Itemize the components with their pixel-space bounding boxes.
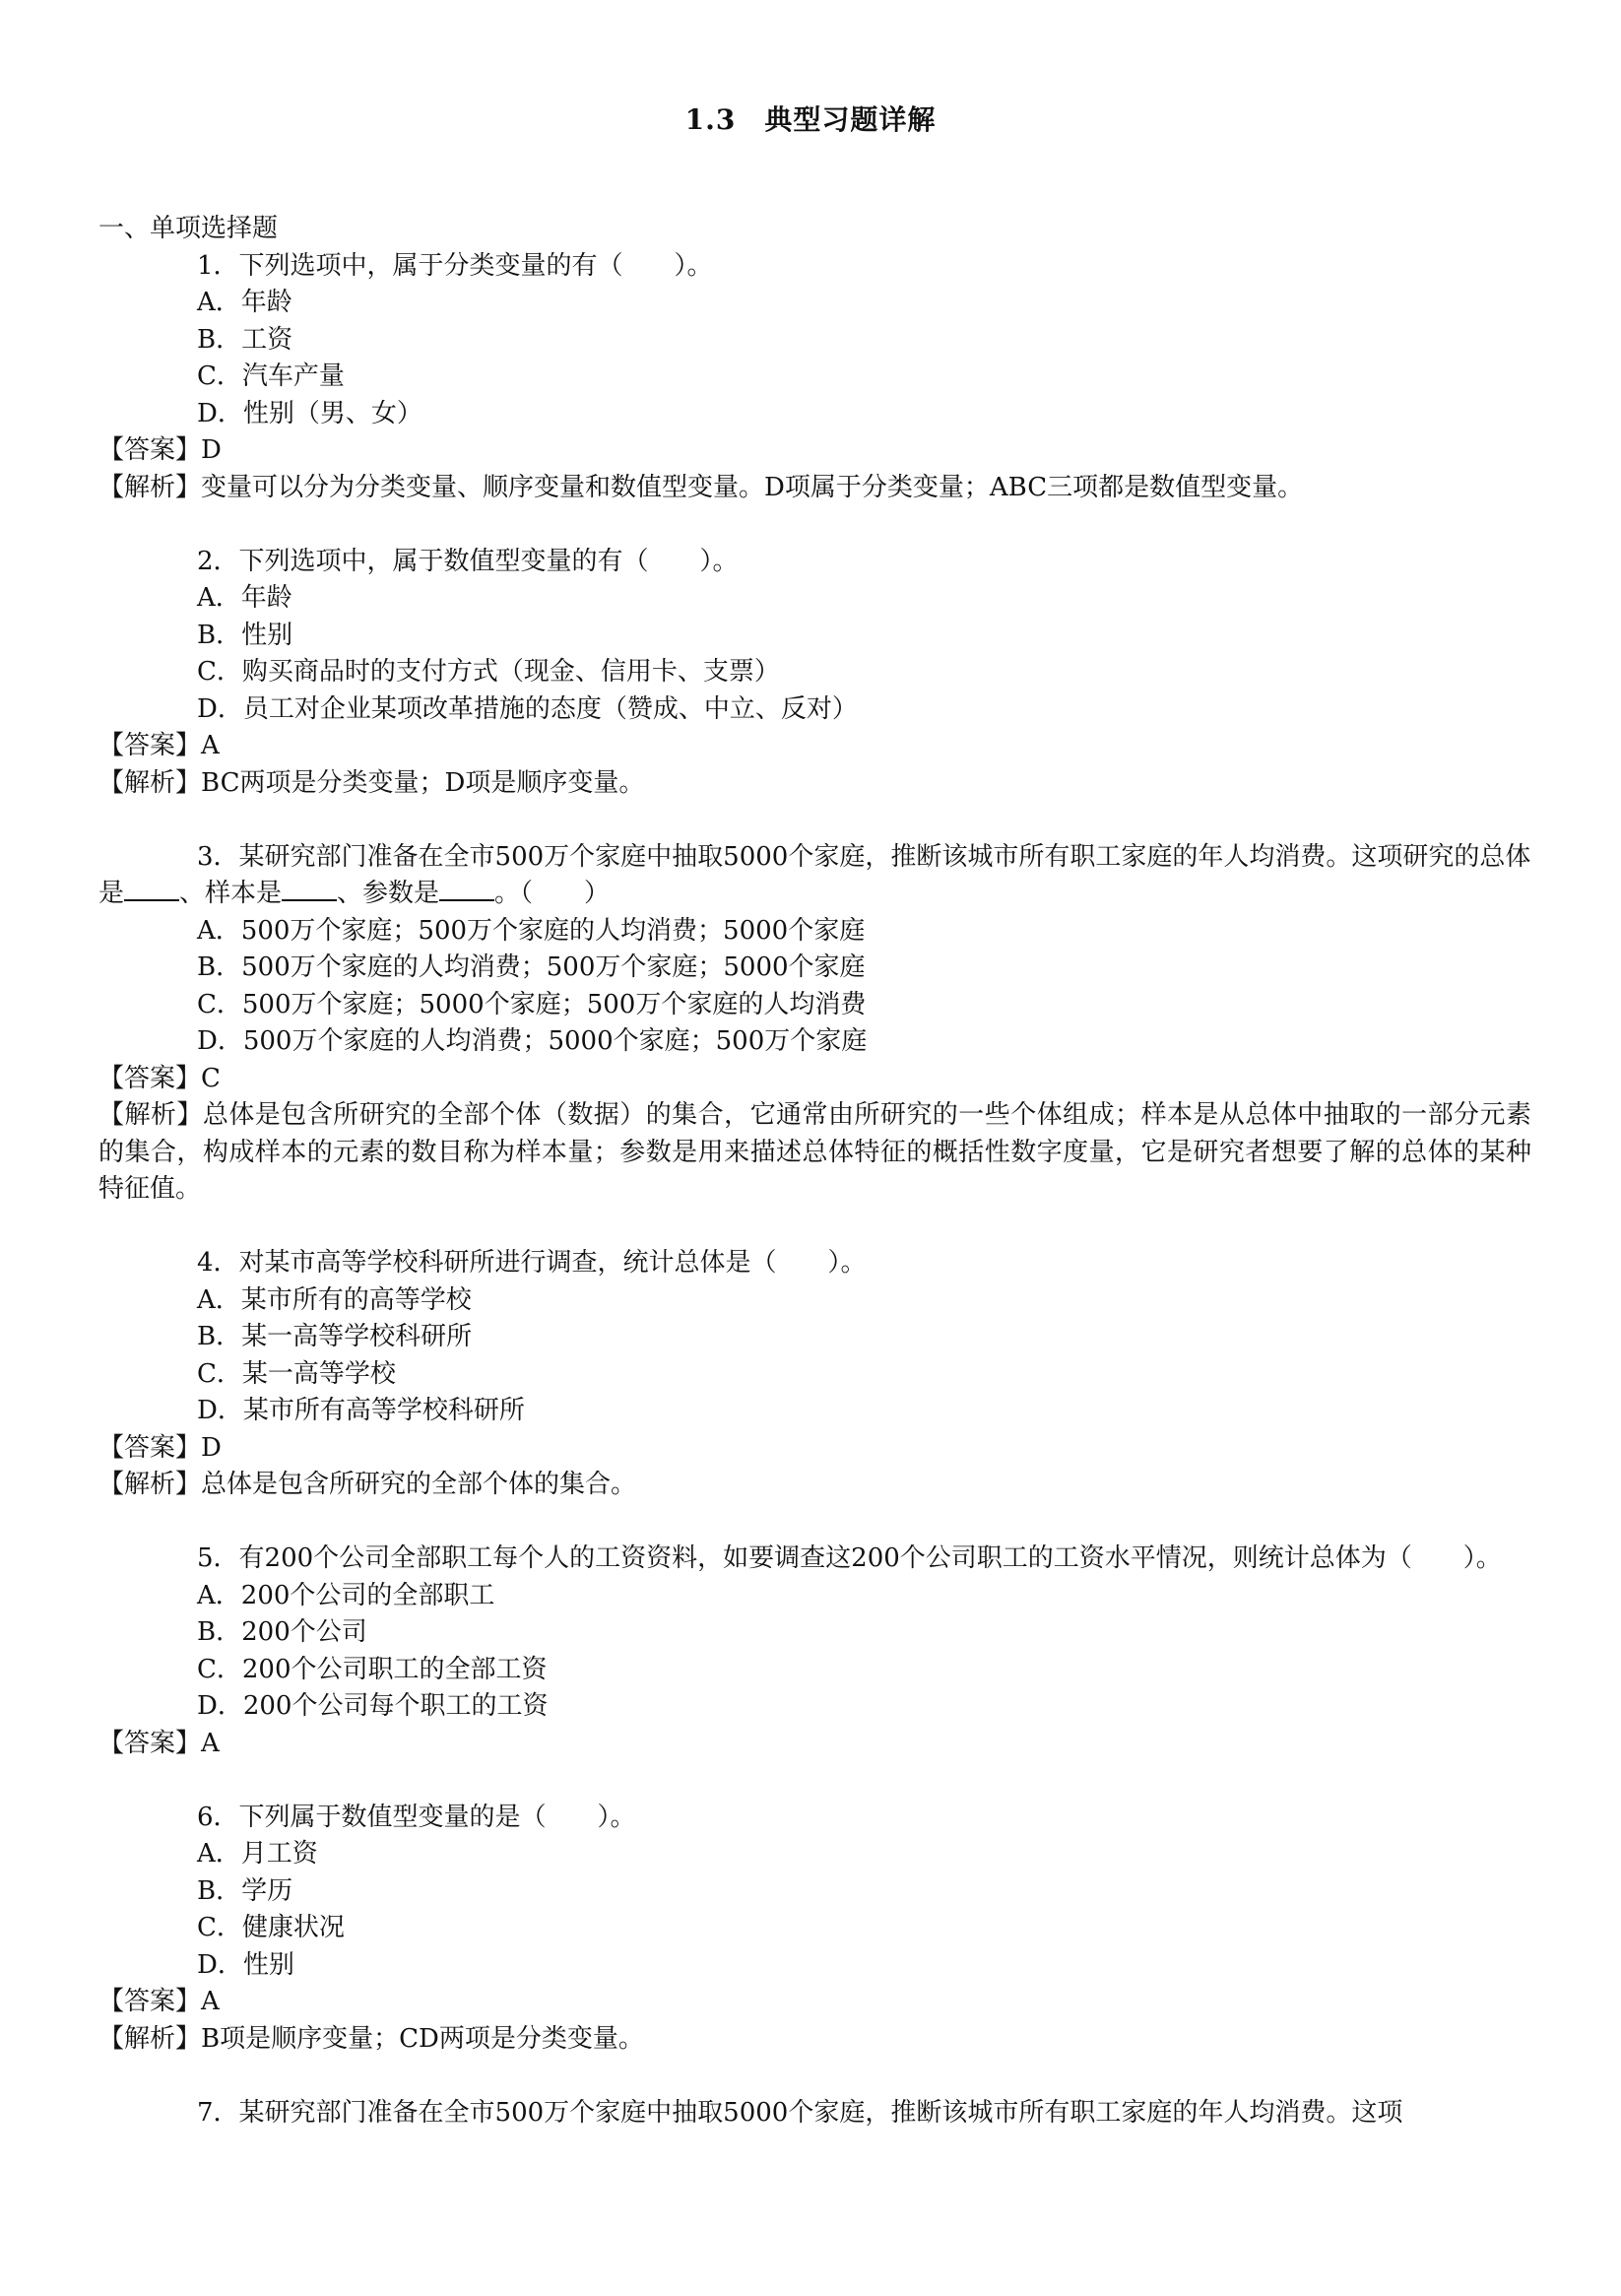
- stem-part: 3．某研究部门准备在全市500万个家庭中抽取5000个家庭，推断该城市所有职工家庭的年人均消费。这项研究的总体是: [98, 841, 1531, 908]
- spacer: [98, 1762, 1531, 1800]
- question-3: [98, 839, 1531, 1209]
- fill-blank: [439, 876, 494, 901]
- question-stem: 1．下列选项中，属于分类变量的有（ ）。: [197, 250, 713, 281]
- option-b: B．性别: [197, 620, 293, 650]
- question-5: [98, 1541, 1531, 1762]
- option-c: C．200个公司职工的全部工资: [197, 1654, 548, 1684]
- question-stem: 4．对某市高等学校科研所进行调查，统计总体是（ ）。: [197, 1248, 867, 1278]
- answer: 【答案】D: [98, 435, 222, 465]
- question-stem: 7．某研究部门准备在全市500万个家庭中抽取5000个家庭，推断该城市所有职工家庭的年人均消费。这项: [197, 2097, 1403, 2128]
- option-a: A．200个公司的全部职工: [197, 1580, 495, 1610]
- explanation: 【解析】BC两项是分类变量；D项是顺序变量。: [98, 767, 645, 798]
- option-a: A．月工资: [197, 1839, 318, 1869]
- option-d: D．性别: [197, 1949, 294, 1980]
- option-c: C．500万个家庭；5000个家庭；500万个家庭的人均消费: [197, 989, 867, 1019]
- document-body: [98, 211, 1531, 2132]
- spacer: [98, 1209, 1531, 1246]
- question-stem: [98, 839, 1531, 913]
- stem-part: 、样本是: [179, 879, 283, 908]
- option-c: C．汽车产量: [197, 361, 345, 391]
- option-b: B．工资: [197, 324, 293, 355]
- explanation: 【解析】变量可以分为分类变量、顺序变量和数值型变量。D项属于分类变量；ABC三项都是数值型变量。: [98, 472, 1304, 502]
- option-a: A．年龄: [197, 583, 292, 613]
- answer: 【答案】D: [98, 1432, 222, 1463]
- question-2: [98, 544, 1531, 803]
- option-d: D．500万个家庭的人均消费；5000个家庭；500万个家庭: [197, 1026, 868, 1056]
- page-title: 1.3 典型习题详解: [684, 103, 937, 136]
- question-6: [98, 1800, 1531, 2059]
- answer: 【答案】A: [98, 731, 220, 760]
- question-stem: 2．下列选项中，属于数值型变量的有（ ）。: [197, 546, 739, 576]
- option-d: D．200个公司每个职工的工资: [197, 1691, 549, 1721]
- option-a: A．某市所有的高等学校: [197, 1284, 472, 1315]
- option-d: D．员工对企业某项改革措施的态度（赞成、中立、反对）: [197, 693, 858, 724]
- stem-part: 、参数是: [337, 879, 440, 908]
- option-c: C．健康状况: [197, 1913, 345, 1942]
- option-d: D．某市所有高等学校科研所: [197, 1396, 525, 1425]
- option-b: B．某一高等学校科研所: [197, 1322, 473, 1351]
- option-a: A．年龄: [197, 288, 292, 317]
- explanation: 【解析】B项是顺序变量；CD两项是分类变量。: [98, 2023, 644, 2054]
- spacer: [98, 506, 1531, 544]
- question-stem: 5．有200个公司全部职工每个人的工资资料，如要调查这200个公司职工的工资水平情况，则统计总体为（ ）。: [197, 1543, 1502, 1573]
- spacer: [98, 802, 1531, 839]
- option-c: C．某一高等学校: [197, 1358, 396, 1389]
- option-d: D．性别（男、女）: [197, 398, 422, 428]
- question-1: [98, 248, 1531, 507]
- answer: 【答案】C: [98, 1063, 221, 1093]
- explanation: 【解析】总体是包含所研究的全部个体（数据）的集合，它通常由所研究的一些个体组成；样本是从总体中抽取的一部分元素的集合，构成样本的元素的数目称为样本量；参数是用来描述总体特征的概括性数字度量，它是研究者想要了解的总体的某种特征值。: [98, 1100, 1531, 1204]
- fill-blank: [282, 876, 337, 901]
- option-c: C．购买商品时的支付方式（现金、信用卡、支票）: [197, 657, 780, 687]
- explanation: 【解析】总体是包含所研究的全部个体的集合。: [98, 1470, 637, 1499]
- spacer: [98, 1504, 1531, 1542]
- option-a: A．500万个家庭；500万个家庭的人均消费；5000个家庭: [197, 915, 866, 946]
- answer: 【答案】A: [98, 1987, 220, 2016]
- answer: 【答案】A: [98, 1728, 220, 1758]
- option-b: B．学历: [197, 1875, 293, 1906]
- fill-blank: [124, 876, 179, 901]
- option-b: B．200个公司: [197, 1617, 367, 1647]
- question-stem: 6．下列属于数值型变量的是（ ）。: [197, 1802, 636, 1832]
- question-7: [98, 2095, 1531, 2132]
- stem-part: 。（ ）: [494, 879, 611, 908]
- question-4: [98, 1245, 1531, 1504]
- section-heading: 一、单项选择题: [98, 214, 279, 243]
- option-b: B．500万个家庭的人均消费；500万个家庭；5000个家庭: [197, 952, 866, 982]
- spacer: [98, 2058, 1531, 2095]
